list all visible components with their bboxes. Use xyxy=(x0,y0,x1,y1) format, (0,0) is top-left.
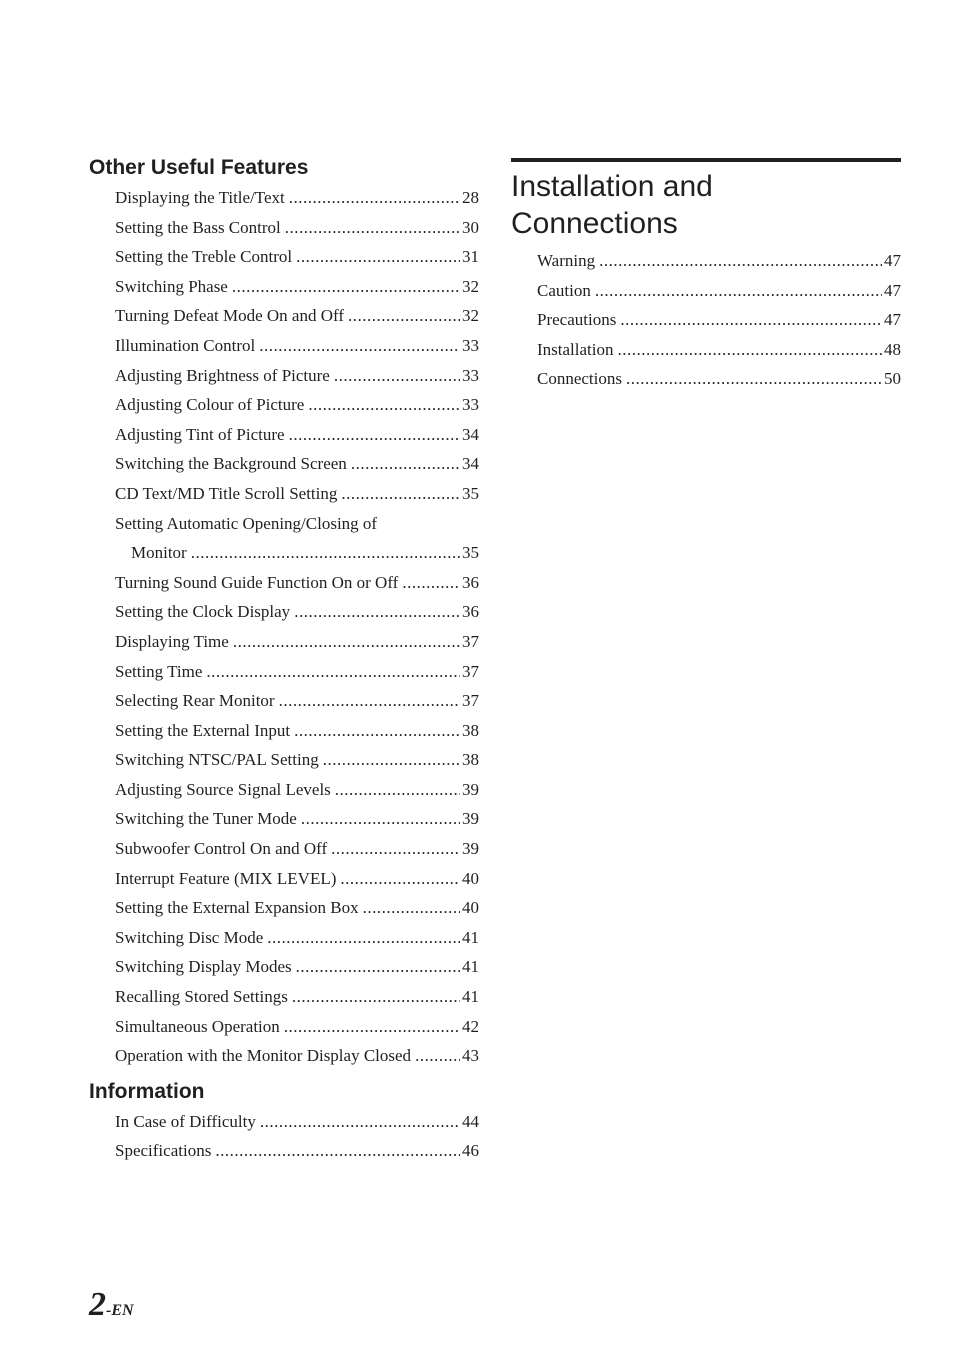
toc-entry-title: Precautions xyxy=(537,310,617,330)
section-heading-installation xyxy=(511,168,901,242)
toc-entry[interactable] xyxy=(89,627,479,657)
toc-entry-title: In Case of Difficulty xyxy=(115,1111,256,1131)
toc-entry-page: 35 xyxy=(462,543,479,563)
toc-entry[interactable] xyxy=(511,305,901,335)
toc-entry-page: 47 xyxy=(884,280,901,300)
toc-entry-title: Subwoofer Control On and Off xyxy=(115,839,328,859)
toc-entry[interactable] xyxy=(89,1136,479,1166)
dot-leader xyxy=(296,242,460,272)
dot-leader xyxy=(267,923,460,953)
toc-entry-page: 44 xyxy=(462,1111,479,1131)
toc-entry-page: 43 xyxy=(462,1046,479,1066)
toc-entry[interactable] xyxy=(89,1041,479,1071)
toc-entry[interactable] xyxy=(511,246,901,276)
toc-entry-title: Operation with the Monitor Display Closed xyxy=(115,1046,412,1066)
toc-entry-page: 33 xyxy=(462,335,479,355)
toc-entry-page: 33 xyxy=(462,395,479,415)
toc-entry-title: Setting the Treble Control xyxy=(115,247,293,267)
toc-entry[interactable] xyxy=(89,597,479,627)
dot-leader xyxy=(233,627,460,657)
page-number xyxy=(89,1286,134,1324)
toc-entry-title: Displaying the Title/Text xyxy=(115,188,285,207)
toc-entry[interactable] xyxy=(89,657,479,687)
toc-entry-title: Switching Display Modes xyxy=(115,957,292,977)
toc-entry-title: Setting Time xyxy=(115,661,203,681)
toc-entry-page: 39 xyxy=(462,809,479,829)
toc-entry-page: 46 xyxy=(462,1141,479,1161)
toc-entry[interactable] xyxy=(89,538,479,568)
dot-leader xyxy=(415,1041,460,1071)
toc-entry[interactable] xyxy=(89,864,479,894)
toc-entry-page: 30 xyxy=(462,217,479,237)
toc-entry-title: Switching NTSC/PAL Setting xyxy=(115,750,319,770)
heading-line-2: Connections xyxy=(511,207,678,240)
toc-entry-title: Adjusting Tint of Picture xyxy=(115,424,285,444)
dot-leader xyxy=(331,834,460,864)
toc-entry[interactable] xyxy=(89,331,479,361)
toc-entry-title: Monitor xyxy=(131,543,187,563)
dot-leader xyxy=(402,568,460,598)
dot-leader xyxy=(301,804,460,834)
section-heading-other-useful-features: Other Useful Features xyxy=(89,156,309,179)
toc-entry-title: Warning xyxy=(537,251,596,270)
toc-entry-title: Adjusting Source Signal Levels xyxy=(115,779,331,799)
toc-entry[interactable] xyxy=(89,923,479,953)
toc-entry[interactable] xyxy=(89,716,479,746)
toc-entry-page: 34 xyxy=(462,454,479,474)
dot-leader xyxy=(335,775,460,805)
toc-entry[interactable] xyxy=(89,479,479,509)
dot-leader xyxy=(191,538,460,568)
toc-entry[interactable] xyxy=(89,242,479,272)
toc-entry-page: 39 xyxy=(462,779,479,799)
section-rule xyxy=(511,158,901,162)
toc-entry-title: Turning Sound Guide Function On or Off xyxy=(115,572,399,592)
toc-entry[interactable] xyxy=(89,213,479,243)
toc-entry-title: Switching Phase xyxy=(115,276,228,296)
toc-entry-title: Caution xyxy=(537,280,591,300)
toc-entry[interactable] xyxy=(89,183,479,213)
toc-entry-title: Turning Defeat Mode On and Off xyxy=(115,306,344,326)
toc-entry-page: 35 xyxy=(462,483,479,503)
toc-entry-title: Adjusting Colour of Picture xyxy=(115,395,305,415)
toc-entry-page: 47 xyxy=(884,251,901,270)
toc-entry-page: 32 xyxy=(462,276,479,296)
toc-entry-page: 38 xyxy=(462,720,479,740)
toc-entry-page: 40 xyxy=(462,868,479,888)
dot-leader xyxy=(289,183,460,213)
toc-entry[interactable] xyxy=(89,390,479,420)
toc-entry-page: 42 xyxy=(462,1016,479,1036)
toc-entry-page: 36 xyxy=(462,572,479,592)
toc-entry-title: Setting the External Expansion Box xyxy=(115,898,359,918)
dot-leader xyxy=(595,276,882,306)
toc-entry-title: Setting the Bass Control xyxy=(115,217,281,237)
toc-right-column xyxy=(511,158,901,394)
section-heading-information: Information xyxy=(89,1079,205,1103)
toc-entry-page: 50 xyxy=(884,369,901,389)
toc-entry-page: 40 xyxy=(462,898,479,918)
toc-entry[interactable] xyxy=(89,686,479,716)
toc-entry-title: Interrupt Feature (MIX LEVEL) xyxy=(115,868,337,888)
dot-leader xyxy=(348,301,460,331)
toc-entry-page: 38 xyxy=(462,750,479,770)
toc-entry-page: 33 xyxy=(462,365,479,385)
toc-entry-title: Installation xyxy=(537,339,614,359)
toc-entry[interactable] xyxy=(89,509,479,539)
toc-entry-page: 37 xyxy=(462,631,479,651)
toc-entry-title: Setting the Clock Display xyxy=(115,602,291,622)
toc-entry[interactable] xyxy=(89,893,479,923)
toc-entry-title: Simultaneous Operation xyxy=(115,1016,280,1036)
toc-entry[interactable] xyxy=(89,834,479,864)
dot-leader xyxy=(620,305,882,335)
dot-leader xyxy=(215,1136,460,1166)
dot-leader xyxy=(363,893,460,923)
dot-leader xyxy=(334,361,460,391)
toc-entry-title: Adjusting Brightness of Picture xyxy=(115,365,330,385)
dot-leader xyxy=(308,390,460,420)
dot-leader xyxy=(289,420,460,450)
toc-entry[interactable] xyxy=(89,1107,479,1137)
toc-entry[interactable] xyxy=(89,568,479,598)
toc-entry-title: Connections xyxy=(537,369,622,389)
toc-entry-title: Displaying Time xyxy=(115,631,229,651)
toc-entry[interactable] xyxy=(89,449,479,479)
toc-entry[interactable] xyxy=(89,272,479,302)
dot-leader xyxy=(294,716,460,746)
toc-list-other-features xyxy=(89,183,479,1071)
toc-entry-title: Switching Disc Mode xyxy=(115,927,264,947)
toc-entry-page: 31 xyxy=(462,247,479,267)
page-number-value: 2 xyxy=(89,1286,106,1323)
toc-entry-page: 28 xyxy=(462,188,479,207)
dot-leader xyxy=(340,864,460,894)
toc-entry[interactable] xyxy=(89,1012,479,1042)
toc-entry[interactable] xyxy=(511,276,901,306)
toc-entry-page: 32 xyxy=(462,306,479,326)
toc-entry[interactable] xyxy=(511,335,901,365)
dot-leader xyxy=(260,1107,460,1137)
dot-leader xyxy=(232,272,460,302)
toc-entry-page: 37 xyxy=(462,691,479,711)
toc-entry-title: CD Text/MD Title Scroll Setting xyxy=(115,483,338,503)
dot-leader xyxy=(351,449,460,479)
toc-entry[interactable] xyxy=(89,301,479,331)
dot-leader xyxy=(323,745,460,775)
toc-entry-title: Specifications xyxy=(115,1141,212,1161)
page-number-suffix: -EN xyxy=(106,1302,134,1319)
toc-entry-page: 48 xyxy=(884,339,901,359)
toc-entry[interactable] xyxy=(89,775,479,805)
dot-leader xyxy=(259,331,460,361)
toc-entry-title: Switching the Background Screen xyxy=(115,454,347,474)
toc-entry[interactable] xyxy=(89,420,479,450)
toc-entry-page: 39 xyxy=(462,839,479,859)
dot-leader xyxy=(296,952,460,982)
dot-leader xyxy=(206,657,460,687)
toc-list-information xyxy=(89,1107,479,1166)
toc-entry[interactable] xyxy=(89,745,479,775)
toc-left-column xyxy=(89,154,479,1166)
toc-entry-page: 37 xyxy=(462,661,479,681)
toc-entry-title: Setting Automatic Opening/Closing of xyxy=(115,513,378,533)
toc-entry[interactable] xyxy=(511,364,901,394)
heading-line-1: Installation and xyxy=(511,170,713,203)
dot-leader xyxy=(284,1012,460,1042)
toc-entry-page: 47 xyxy=(884,310,901,330)
toc-entry-title: Illumination Control xyxy=(115,335,256,355)
toc-list-installation xyxy=(511,246,901,394)
toc-entry-title: Switching the Tuner Mode xyxy=(115,809,297,829)
toc-entry-title: Selecting Rear Monitor xyxy=(115,691,275,711)
toc-entry[interactable] xyxy=(89,982,479,1012)
toc-entry-page: 34 xyxy=(462,424,479,444)
toc-entry[interactable] xyxy=(89,361,479,391)
toc-entry[interactable] xyxy=(89,952,479,982)
toc-entry-page: 41 xyxy=(462,957,479,977)
dot-leader xyxy=(294,597,460,627)
toc-entry-page: 41 xyxy=(462,927,479,947)
dot-leader xyxy=(285,213,460,243)
toc-entry-title: Setting the External Input xyxy=(115,720,291,740)
dot-leader xyxy=(617,335,882,365)
toc-entry-page: 41 xyxy=(462,987,479,1007)
dot-leader xyxy=(292,982,460,1012)
toc-entry-title: Recalling Stored Settings xyxy=(115,987,288,1007)
dot-leader xyxy=(279,686,460,716)
toc-entry-page: 36 xyxy=(462,602,479,622)
dot-leader xyxy=(341,479,460,509)
toc-entry[interactable] xyxy=(89,804,479,834)
dot-leader xyxy=(599,246,882,276)
dot-leader xyxy=(626,364,882,394)
